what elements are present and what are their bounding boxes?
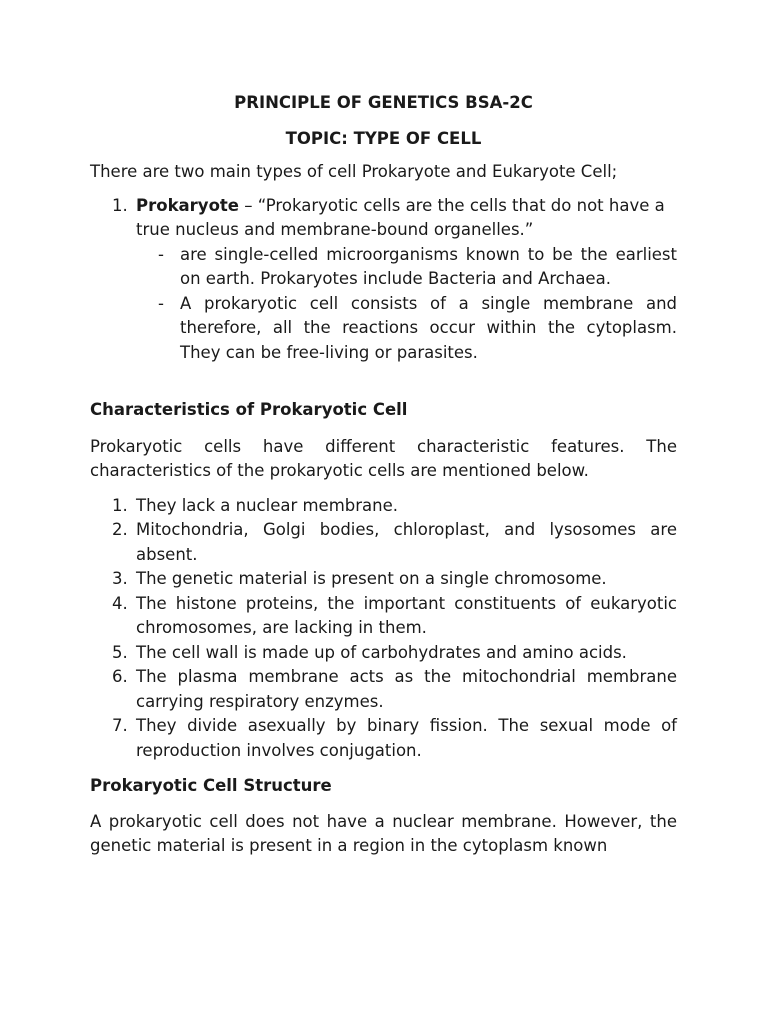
bullet-text: A prokaryotic cell consists of a single membrane and therefore, all the reactions occur within the cytoplasm. They can be free-living or parasites. [180,293,677,362]
list-number: 6. [112,667,128,686]
list-number: 1. [112,195,128,215]
list-number: 1. [112,495,128,515]
list-number: 3. [112,569,128,588]
bullet-item [136,292,677,366]
list-item-text: Mitochondria, Golgi bodies, chloroplast, and lysosomes are absent. [136,520,677,564]
intro-paragraph: There are two main types of cell Prokaryote and Eukaryote Cell; [90,162,618,181]
bullet-item [136,243,677,292]
structure-paragraph: A prokaryotic cell does not have a nuclear membrane. However, the genetic material is present in a region in the cytoplasm known [90,811,677,855]
list-item-text: The plasma membrane acts as the mitochondrial membrane carrying respiratory enzymes. [136,667,677,711]
structure-heading: Prokaryotic Cell Structure [90,776,332,795]
list-number: 5. [112,642,128,662]
list-item [90,567,677,592]
topic-title: TOPIC: TYPE OF CELL [285,128,482,148]
list-item [90,494,677,519]
list-item [90,665,677,714]
list-number: 7. [112,716,128,735]
list-item-text: They lack a nuclear membrane. [136,495,399,515]
prokaryote-definition-text: – “Prokaryotic cells are the cells that do not have a true nucleus and membrane-bound organelles.” [136,195,665,239]
dash-marker: - [158,293,164,313]
list-item-text: The genetic material is present on a single chromosome. [136,569,607,588]
list-item [90,518,677,567]
document-body [90,91,677,859]
list-item-text: The histone proteins, the important constituents of eukaryotic chromosomes, are lacking in them. [136,593,677,637]
list-item-text: The cell wall is made up of carbohydrates and amino acids. [136,642,627,662]
dash-marker: - [158,244,164,264]
prokaryote-term: Prokaryote [136,195,239,215]
list-item [90,641,677,666]
list-item-prokaryote [90,194,677,366]
characteristics-intro: Prokaryotic cells have different characteristic features. The characteristics of the prokaryotic cells are mentioned below. [90,436,677,480]
characteristics-heading: Characteristics of Prokaryotic Cell [90,400,408,419]
cell-types-list [90,194,677,366]
characteristics-list [90,494,677,764]
bullet-text: are single-celled microorganisms known to be the earliest on earth. Prokaryotes include Bacteria and Archaea. [180,244,677,288]
list-number: 4. [112,593,128,613]
list-item [90,592,677,641]
document-title: PRINCIPLE OF GENETICS BSA-2C [234,93,533,112]
list-number: 2. [112,520,128,539]
list-item [90,714,677,763]
prokaryote-definition [136,194,677,243]
prokaryote-bullets [90,243,677,366]
list-item-text: They divide asexually by binary fission. The sexual mode of reproduction involves conjugation. [136,716,677,760]
